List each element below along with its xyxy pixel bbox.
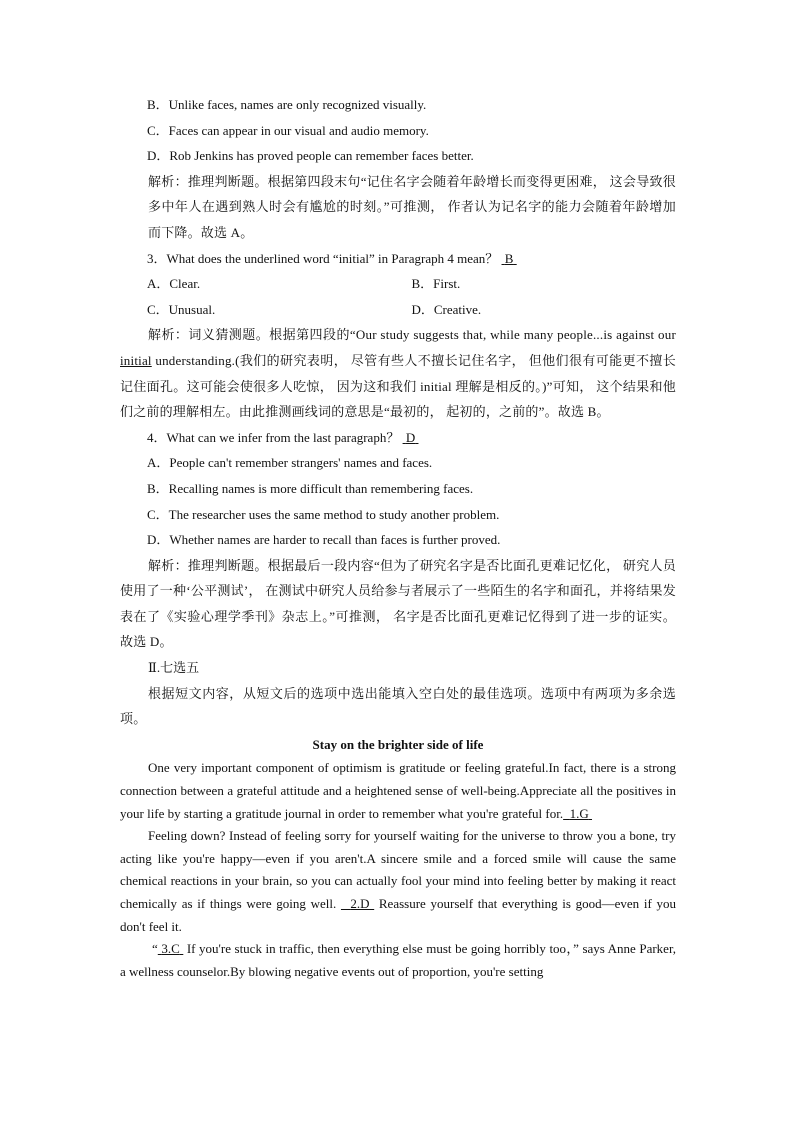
q3-option-c: C．Unusual.	[147, 301, 216, 317]
q3-options-row-1	[120, 271, 676, 297]
passage-paragraph-1: One very important component of optimism is gratitude or feeling grateful.In fact, there is a strong connection between a grateful attitude and a heightened sense of well-being.Appreciate all the positives in your life by starting a gratitude journal in order to remember what you're grateful for. 1.G	[120, 760, 676, 821]
passage-paragraph-3: “ 3.C If you're stuck in traffic, then everything else must be going horribly too，” says Anne Parker, a wellness counselor.By blowing negative events out of proportion, you're setting	[120, 941, 677, 979]
q2-analysis-text: 推理判断题。根据第四段末句“记住名字会随着年龄增长而变得更困难， 这会导致很多中年人在遇到熟人时会有尴尬的时刻。”可推测， 作者认为记名字的能力会随着年龄增加而下降。故选 A。	[148, 173, 676, 240]
q3-analysis-pre: 词义猜测题。根据第四段的“Our study suggests that, while many people...is against our	[188, 327, 676, 343]
q3-question-text: 3．What does the underlined word “initial” in Paragraph 4 mean？	[147, 250, 499, 266]
q2-analysis	[120, 169, 676, 246]
q3-underlined-word: initial	[120, 352, 152, 368]
q3-options-row-2	[120, 297, 676, 323]
blank-3-answer: 3.C	[161, 941, 180, 957]
document-page	[120, 92, 676, 983]
q4-answer: D	[405, 429, 416, 445]
q4-option-c: C．The researcher uses the same method to study another problem.	[147, 506, 500, 522]
q4-option-b: B．Recalling names is more difficult than remembering faces.	[147, 480, 474, 496]
q3-answer: B	[504, 250, 514, 266]
section-instruction: 根据短文内容，从短文后的选项中选出能填入空白处的最佳选项。选项中有两项为多余选项。	[120, 685, 676, 727]
q3-option-b: B．First.	[411, 276, 461, 292]
q4-analysis-text: 推理判断题。根据最后一段内容“但为了研究名字是否比面孔更难记忆化， 研究人员使用了一种‘公平测试’， 在测试中研究人员给参与者展示了一些陌生的名字和面孔，并将结果发表在了《实验心理学季刊》杂志上。”可推测， 名字是否比面孔更难记忆得到了进一步的证实。故选 D。	[120, 557, 676, 650]
q2-option-b: B．Unlike faces, names are only recognized visually.	[147, 97, 427, 112]
q2-option-d: D．Rob Jenkins has proved people can remember faces better.	[147, 148, 474, 164]
q4-option-d: D．Whether names are harder to recall than faces is further proved.	[147, 532, 501, 548]
blank-1-answer: 1.G	[569, 805, 589, 821]
q3-option-a: A．Clear.	[147, 276, 201, 292]
section-heading: Ⅱ.七选五	[148, 660, 200, 676]
passage-paragraph-2: Feeling down? Instead of feeling sorry for yourself waiting for the universe to throw you a bone, try acting like you're happy—even if you aren't.A sincere smile and a forced smile will cause the same chemical reactions in your brain, so you can actually fool your mind into feeling better by making it react chemically as if things were going well. 2.D Reassure yourself that everything is good—even if you don't feel it.	[120, 828, 677, 934]
q4-analysis	[120, 553, 676, 655]
q3-analysis	[120, 322, 676, 424]
q4-question	[120, 425, 676, 451]
q2-option-c: C．Faces can appear in our visual and audio memory.	[147, 122, 429, 138]
q2-analysis-label: 解析：	[148, 173, 188, 189]
q3-analysis-post: understanding.(我们的研究表明， 尽管有些人不擅长记住名字， 但他们很有可能更不擅长记住面孔。这可能会使很多人吃惊， 因为这和我们 initial 理解是相反的。)”可知， 这个结果和他们之前的理解相左。由此推测画线词的意思是“最初的， 起初的，之前的”。故选 B。	[120, 352, 676, 420]
blank-2-answer: 2.D	[350, 896, 370, 911]
q3-question	[120, 246, 676, 272]
q3-analysis-label: 解析：	[148, 327, 189, 343]
q4-question-text: 4．What can we infer from the last paragraph？	[147, 429, 400, 445]
passage-title: Stay on the brighter side of life	[312, 736, 484, 752]
q4-analysis-label: 解析：	[148, 557, 188, 573]
q3-option-d: D．Creative.	[411, 301, 482, 317]
q4-option-a: A．People can't remember strangers' names and faces.	[147, 455, 433, 471]
